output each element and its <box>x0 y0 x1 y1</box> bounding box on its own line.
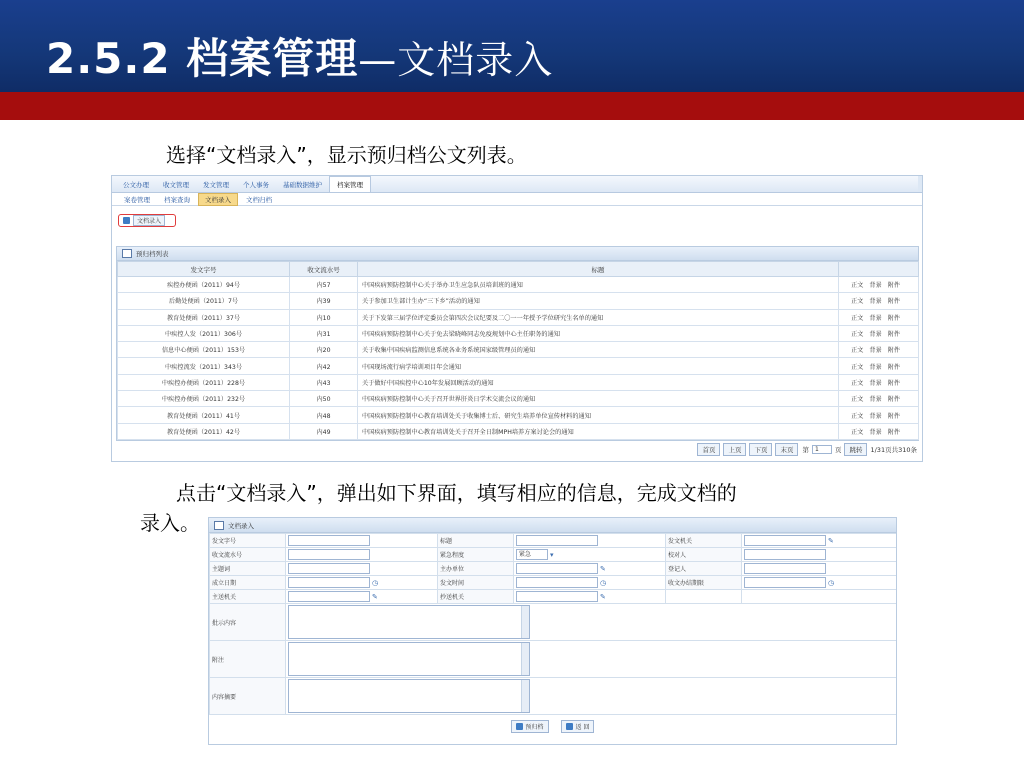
ops-cell <box>839 407 919 423</box>
ops-cell <box>839 423 919 439</box>
ops-cell <box>839 293 919 309</box>
title-cell[interactable]: 中国疾病预防控制中心教育培训处关于收集博士后、研究生培养单位宣传材料的通知 <box>358 407 839 423</box>
page-suffix: 页 <box>834 445 842 454</box>
attachment-link[interactable]: 附件 <box>887 379 901 387</box>
deadline-input[interactable] <box>744 577 826 588</box>
issue-time-input[interactable] <box>516 577 598 588</box>
clock-icon[interactable]: ◷ <box>600 578 607 587</box>
background-link[interactable]: 背景 <box>869 379 882 387</box>
summary-textarea[interactable] <box>288 679 530 713</box>
entry-form <box>209 533 897 715</box>
panel-header <box>117 247 918 261</box>
column-header[interactable]: 标题 <box>358 262 839 277</box>
title-cell[interactable]: 关于收集中国疾病监测信息系统各业务系统国家级管理员的通知 <box>358 342 839 358</box>
pre-archive-table <box>117 261 919 440</box>
background-link[interactable]: 背景 <box>869 412 882 420</box>
attachment-link[interactable]: 附件 <box>887 298 901 306</box>
column-header <box>839 262 919 277</box>
form-actions <box>209 715 896 737</box>
cc-to-input[interactable] <box>516 591 598 602</box>
ops-cell <box>839 277 919 293</box>
instruction-textarea[interactable] <box>288 605 530 639</box>
save-icon <box>516 723 523 730</box>
ops-cell <box>839 342 919 358</box>
title-cell[interactable]: 中国疾病预防控制中心关于召开世界肝炎日学术交流会议的通知 <box>358 391 839 407</box>
field-label: 附注 <box>210 641 286 678</box>
field-label: 标题 <box>438 534 514 548</box>
clock-icon[interactable]: ◷ <box>828 578 835 587</box>
created-date-input[interactable] <box>288 577 370 588</box>
doc-number-cell: 中疾控人发（2011）306号 <box>118 325 290 341</box>
sub-tab-doc-entry[interactable]: 文档录入 <box>198 193 238 206</box>
title-cell[interactable]: 中国疾病预防控制中心关于举办卫生应急队员培训班的通知 <box>358 277 839 293</box>
attachment-link[interactable]: 附件 <box>887 428 901 436</box>
main-to-input[interactable] <box>288 591 370 602</box>
sub-tab[interactable]: 文档归档 <box>246 195 272 204</box>
slide-title <box>46 26 553 86</box>
field-label: 主送机关 <box>210 590 286 604</box>
window-icon <box>122 249 132 258</box>
first-page-button[interactable]: 首页 <box>697 443 720 456</box>
background-link[interactable]: 背景 <box>869 428 882 436</box>
pre-archive-panel <box>116 246 919 441</box>
background-link[interactable]: 背景 <box>869 298 882 306</box>
attachment-link[interactable]: 附件 <box>887 412 901 420</box>
keywords-input[interactable] <box>288 563 370 574</box>
background-link[interactable]: 背景 <box>869 282 882 290</box>
table-row[interactable] <box>118 391 919 407</box>
field-label: 发文机关 <box>666 534 742 548</box>
top-tab[interactable]: 发文管理 <box>203 181 229 189</box>
title-cell[interactable]: 关于下发第三届学位评定委员会第四次会议纪要及二〇一一年授予学位研究生名单的通知 <box>358 309 839 325</box>
page-input[interactable]: 1 <box>812 445 832 454</box>
table-row[interactable] <box>118 358 919 374</box>
body-link[interactable]: 正文 <box>850 347 864 355</box>
attachment-link[interactable]: 附件 <box>887 282 901 290</box>
edit-icon[interactable]: ✎ <box>372 592 378 601</box>
serial-cell: 内10 <box>290 309 358 325</box>
clock-icon[interactable]: ◷ <box>372 578 379 587</box>
back-label: 返 回 <box>575 723 590 731</box>
instruction-text-end: 录入。 <box>140 511 200 535</box>
serial-cell: 内31 <box>290 325 358 341</box>
field-label: 紧急程度 <box>438 548 514 562</box>
edit-icon[interactable]: ✎ <box>828 536 834 545</box>
ops-cell <box>839 374 919 390</box>
form-panel-title: 文档录入 <box>228 521 254 530</box>
body-link[interactable]: 正文 <box>850 282 864 290</box>
field-label: 批示内容 <box>210 604 286 641</box>
serial-cell: 内57 <box>290 277 358 293</box>
doc-number-cell: 中疾控办便函（2011）228号 <box>118 374 290 390</box>
instruction-text: 点击“文档录入”，弹出如下界面，填写相应的信息，完成文档的 <box>176 481 737 505</box>
field-label: 登记人 <box>666 562 742 576</box>
ops-cell <box>839 358 919 374</box>
sub-tab[interactable]: 档案查询 <box>164 195 190 204</box>
ops-cell <box>839 391 919 407</box>
field-label: 发文时间 <box>438 576 514 590</box>
column-header[interactable]: 收文流水号 <box>290 262 358 277</box>
field-label: 收文办结期限 <box>666 576 742 590</box>
host-input[interactable] <box>516 563 598 574</box>
back-icon <box>566 723 573 730</box>
action-bar <box>112 206 922 232</box>
panel-title: 预归档列表 <box>136 250 169 258</box>
pager-summary: 1/31页共310条 <box>870 445 917 454</box>
table-row[interactable] <box>118 277 919 293</box>
table-row[interactable] <box>118 407 919 423</box>
title-cell[interactable]: 中国疾病预防控制中心教育培训处关于召开全日制MPH培养方案讨论会的通知 <box>358 423 839 439</box>
table-row[interactable] <box>118 309 919 325</box>
doc-entry-label: 文档录入 <box>133 215 165 226</box>
table-row[interactable] <box>118 293 919 309</box>
title-cell[interactable]: 中国疾病预防控制中心关于免去梁晓峰同志免疫规划中心主任职务的通知 <box>358 325 839 341</box>
sub-nav <box>112 193 922 206</box>
registrar-input[interactable] <box>744 563 826 574</box>
serial-cell: 内43 <box>290 374 358 390</box>
attachment-link[interactable]: 附件 <box>887 347 901 355</box>
doc-number-cell: 信息中心便函（2011）153号 <box>118 342 290 358</box>
red-band <box>0 92 1024 120</box>
title-cell[interactable]: 关于参加卫生部计生办“三下乡”活动的通知 <box>358 293 839 309</box>
title-main: 2.5.2 档案管理 <box>46 34 359 83</box>
ops-cell <box>839 309 919 325</box>
ops-cell <box>839 325 919 341</box>
field-label: 校对人 <box>666 548 742 562</box>
field-label: 发文字号 <box>210 534 286 548</box>
list-screenshot <box>111 175 923 462</box>
top-nav <box>112 176 922 193</box>
top-tab[interactable]: 基础数据维护 <box>283 181 322 189</box>
top-tab[interactable]: 个人事务 <box>243 181 269 189</box>
serial-cell: 内50 <box>290 391 358 407</box>
serial-cell: 内48 <box>290 407 358 423</box>
background-link[interactable]: 背景 <box>869 314 882 322</box>
field-label: 抄送机关 <box>438 590 514 604</box>
title-input[interactable] <box>516 535 598 546</box>
pre-archive-label: 预归档 <box>525 723 544 731</box>
doc-number-cell: 教育处便函（2011）42号 <box>118 423 290 439</box>
doc-number-cell: 后勤处便函（2011）7号 <box>118 293 290 309</box>
pre-archive-button[interactable] <box>511 720 549 733</box>
field-label: 主办单位 <box>438 562 514 576</box>
window-icon <box>214 521 224 530</box>
doc-entry-button[interactable] <box>118 214 176 227</box>
back-button[interactable] <box>561 720 595 733</box>
doc-no-input[interactable] <box>288 535 370 546</box>
serial-cell: 内42 <box>290 358 358 374</box>
top-tab[interactable]: 收文管理 <box>163 181 189 189</box>
proofreader-input[interactable] <box>744 549 826 560</box>
table-row[interactable] <box>118 325 919 341</box>
top-tab-archive[interactable]: 档案管理 <box>329 176 371 192</box>
field-label: 成立日期 <box>210 576 286 590</box>
issuer-input[interactable] <box>744 535 826 546</box>
serial-cell: 内39 <box>290 293 358 309</box>
pager <box>116 441 917 457</box>
edit-icon[interactable]: ✎ <box>600 564 606 573</box>
scrollbar[interactable] <box>918 176 922 192</box>
background-link[interactable]: 背景 <box>869 396 882 404</box>
body-link[interactable]: 正文 <box>850 298 864 306</box>
prev-page-button[interactable]: 上页 <box>723 443 746 456</box>
top-tab[interactable]: 公文办理 <box>123 181 149 189</box>
last-page-button[interactable]: 末页 <box>775 443 798 456</box>
field-label: 收文流水号 <box>210 548 286 562</box>
intro-text: 选择“文档录入”，显示预归档公文列表。 <box>166 143 527 167</box>
serial-cell: 内49 <box>290 423 358 439</box>
doc-number-cell: 教育处便函（2011）41号 <box>118 407 290 423</box>
serial-input[interactable] <box>288 549 370 560</box>
edit-icon[interactable]: ✎ <box>600 592 606 601</box>
column-header[interactable]: 发文字号 <box>118 262 290 277</box>
title-suffix: —文档录入 <box>358 38 554 82</box>
body-link[interactable]: 正文 <box>850 379 864 387</box>
doc-number-cell: 中疾控办便函（2011）232号 <box>118 391 290 407</box>
attachment-link[interactable]: 附件 <box>887 363 901 371</box>
attachment-link[interactable]: 附件 <box>887 314 901 322</box>
background-link[interactable]: 背景 <box>869 331 882 339</box>
sub-tab[interactable]: 案卷管理 <box>124 195 150 204</box>
entry-form-screenshot <box>208 517 897 745</box>
body-link[interactable]: 正文 <box>850 396 864 404</box>
table-row[interactable] <box>118 423 919 439</box>
body-link[interactable]: 正文 <box>850 428 864 436</box>
page-prefix: 第 <box>802 445 809 454</box>
field-label: 内容摘要 <box>210 678 286 715</box>
urgency-select[interactable]: 紧急 <box>516 549 548 560</box>
background-link[interactable]: 背景 <box>869 363 882 371</box>
doc-number-cell: 疾控办便函（2011）94号 <box>118 277 290 293</box>
attachment-link[interactable]: 附件 <box>887 331 901 339</box>
document-icon <box>123 217 130 224</box>
field-label: 主题词 <box>210 562 286 576</box>
doc-number-cell: 中疾控流发（2011）343号 <box>118 358 290 374</box>
title-cell[interactable]: 关于做好中国疾控中心10年发展回顾活动的通知 <box>358 374 839 390</box>
title-cell[interactable]: 中国现场流行病学培训项目年会通知 <box>358 358 839 374</box>
next-page-button[interactable]: 下页 <box>749 443 772 456</box>
body-link[interactable]: 正文 <box>850 363 864 371</box>
body-link[interactable]: 正文 <box>850 412 864 420</box>
attachment-link[interactable]: 附件 <box>887 396 901 404</box>
table-row[interactable] <box>118 342 919 358</box>
body-link[interactable]: 正文 <box>850 314 864 322</box>
chevron-down-icon[interactable]: ▾ <box>550 550 554 559</box>
doc-number-cell: 教育处便函（2011）37号 <box>118 309 290 325</box>
form-panel-header <box>209 518 896 533</box>
note-textarea[interactable] <box>288 642 530 676</box>
background-link[interactable]: 背景 <box>869 347 882 355</box>
table-row[interactable] <box>118 374 919 390</box>
go-button[interactable]: 跳转 <box>844 443 867 456</box>
body-link[interactable]: 正文 <box>850 331 864 339</box>
serial-cell: 内20 <box>290 342 358 358</box>
